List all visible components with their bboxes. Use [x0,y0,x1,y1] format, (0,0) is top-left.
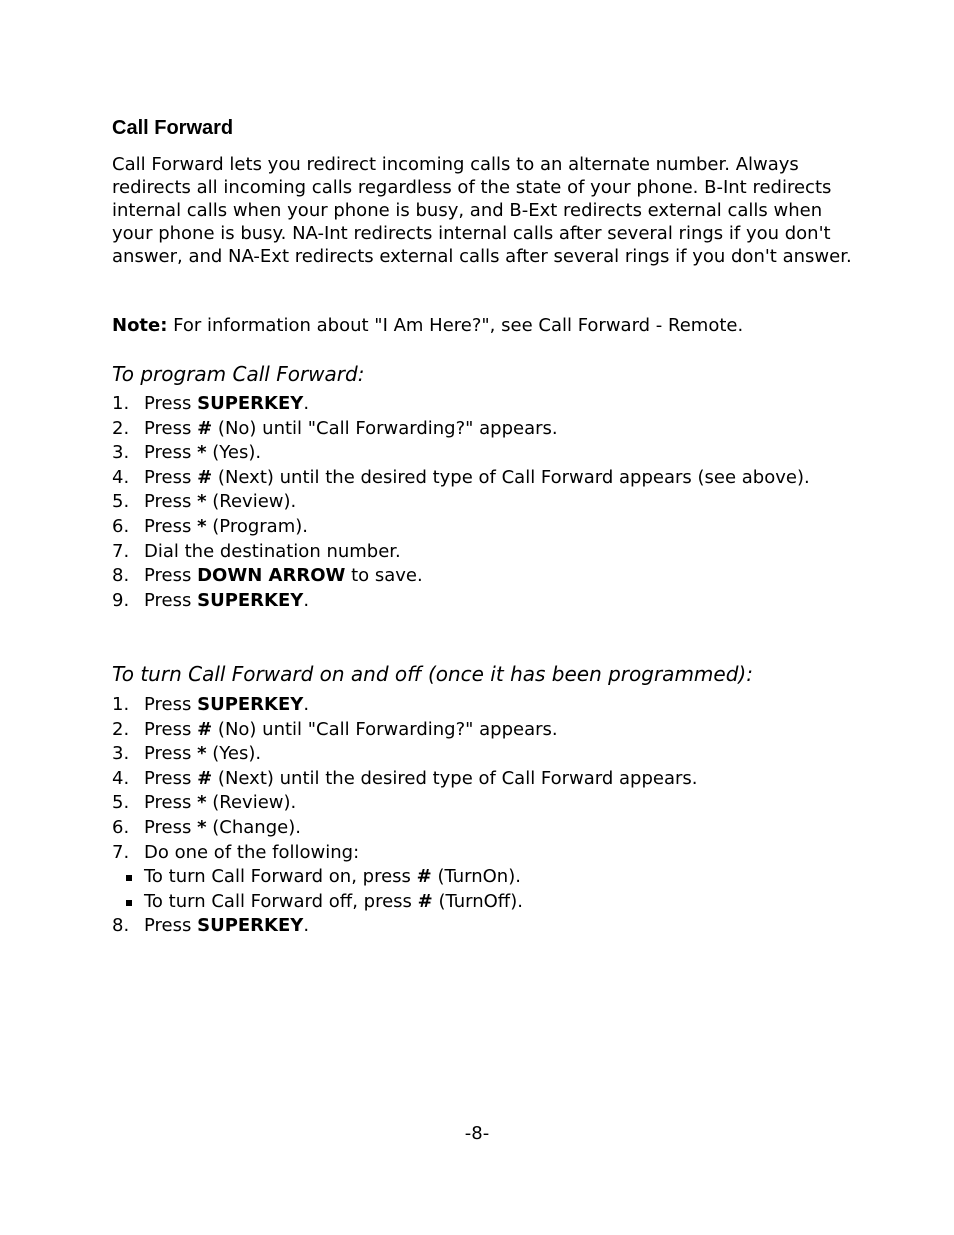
program-step [112,490,852,515]
toggle-step [112,767,852,792]
step-number: 8. [112,915,130,937]
step-key: SUPERKEY [197,393,304,414]
toggle-steps-list [112,693,852,939]
program-step [112,540,852,565]
program-subheading: To program Call Forward: [112,362,365,386]
intro-paragraph: Call Forward lets you redirect incoming calls to an alternate number. Always redirects all incoming calls regardless of the state of your phone. B-Int redirects internal calls when your phone is busy, and B-Ext redirects external calls when your phone is busy. NA-Int redirects internal calls after several rings if you don't answer, and NA-Ext redirects external calls after several rings if you don't answer. [112,154,852,267]
step-key: SUPERKEY [197,915,304,937]
step-text-suffix: (Yes). [206,743,262,765]
step-key: * [197,491,207,513]
step-text-suffix: (No) until "Call Forwarding?" appears. [212,417,558,439]
step-key: # [197,417,213,439]
page-number: -8- [464,1123,490,1144]
toggle-step [112,693,852,718]
toggle-subheading: To turn Call Forward on and off (once it has been programmed): [112,662,753,686]
toggle-step [112,816,852,841]
step-text-suffix: . [303,694,310,715]
bullet-item [112,865,852,890]
step-key: SUPERKEY [197,589,304,611]
step-text: Press [144,792,198,814]
step-text: Press [144,816,198,838]
step-text-suffix: (Change). [206,816,301,838]
step-number: 4. [112,767,130,789]
step-text: Press [144,417,198,439]
program-step [112,417,852,442]
bullet-item [112,890,852,915]
option-bullet-list [112,865,852,914]
program-step [112,589,852,614]
step-text-suffix: (Program). [206,515,308,537]
step-text: Press [144,393,198,414]
step-number: 7. [112,540,130,562]
toggle-step [112,841,852,866]
step-number: 9. [112,589,130,611]
program-steps-list [112,392,852,613]
toggle-step [112,718,852,743]
program-step [112,441,852,466]
step-number: 5. [112,491,130,513]
step-key: # [197,466,213,488]
step-text-suffix: (Next) until the desired type of Call Forward appears (see above). [212,466,810,488]
note-text: For information about "I Am Here?", see Call Forward - Remote. [167,315,744,336]
step-number: 6. [112,816,130,838]
step-text-suffix: (Review). [206,491,297,513]
step-key: * [197,515,207,537]
step-key: # [197,767,213,789]
note-paragraph [112,314,743,337]
step-text-suffix: . [303,393,310,414]
step-number: 2. [112,718,130,740]
step-number: 1. [112,393,130,414]
step-number: 4. [112,466,130,488]
program-step [112,564,852,589]
step-text: Do one of the following: [144,841,360,863]
step-text: Press [144,442,198,464]
step-text-suffix: (No) until "Call Forwarding?" appears. [212,718,558,740]
step-text: Press [144,466,198,488]
step-text: Press [144,589,198,611]
step-text-suffix: . [303,915,310,937]
step-text: Press [144,694,198,715]
step-number: 5. [112,792,130,814]
step-number: 7. [112,841,130,863]
step-text-suffix: (Yes). [206,442,262,464]
step-text-suffix: (Review). [206,792,297,814]
step-number: 3. [112,442,130,464]
toggle-step [112,791,852,816]
square-bullet-icon [126,900,132,906]
step-number: 6. [112,515,130,537]
step-text: Dial the destination number. [144,540,401,562]
step-text: Press [144,565,198,587]
program-step [112,392,852,417]
bullet-text: To turn Call Forward on, press [144,866,417,888]
step-key: # [197,718,213,740]
bullet-text-suffix: (TurnOff). [432,890,523,912]
step-key: * [197,792,207,814]
step-text: Press [144,491,198,513]
step-text-suffix: . [303,589,310,611]
toggle-step [112,914,852,939]
step-number: 3. [112,743,130,765]
step-number: 2. [112,417,130,439]
step-number: 8. [112,565,130,587]
step-text: Press [144,718,198,740]
step-text: Press [144,915,198,937]
step-text-suffix: to save. [345,565,423,587]
step-key: SUPERKEY [197,694,304,715]
step-key: * [197,743,207,765]
section-heading: Call Forward [112,117,234,139]
program-step [112,515,852,540]
step-key: * [197,816,207,838]
bullet-text-suffix: (TurnOn). [431,866,521,888]
step-text-suffix: (Next) until the desired type of Call Forward appears. [212,767,698,789]
toggle-step [112,742,852,767]
step-key: * [197,442,207,464]
bullet-key: # [416,866,432,888]
note-label: Note: [112,315,168,336]
step-text: Press [144,743,198,765]
step-text: Press [144,515,198,537]
step-text: Press [144,767,198,789]
program-step [112,466,852,491]
step-key: DOWN ARROW [197,565,346,587]
bullet-key: # [417,890,433,912]
step-number: 1. [112,694,130,715]
bullet-text: To turn Call Forward off, press [144,890,418,912]
square-bullet-icon [126,875,132,881]
